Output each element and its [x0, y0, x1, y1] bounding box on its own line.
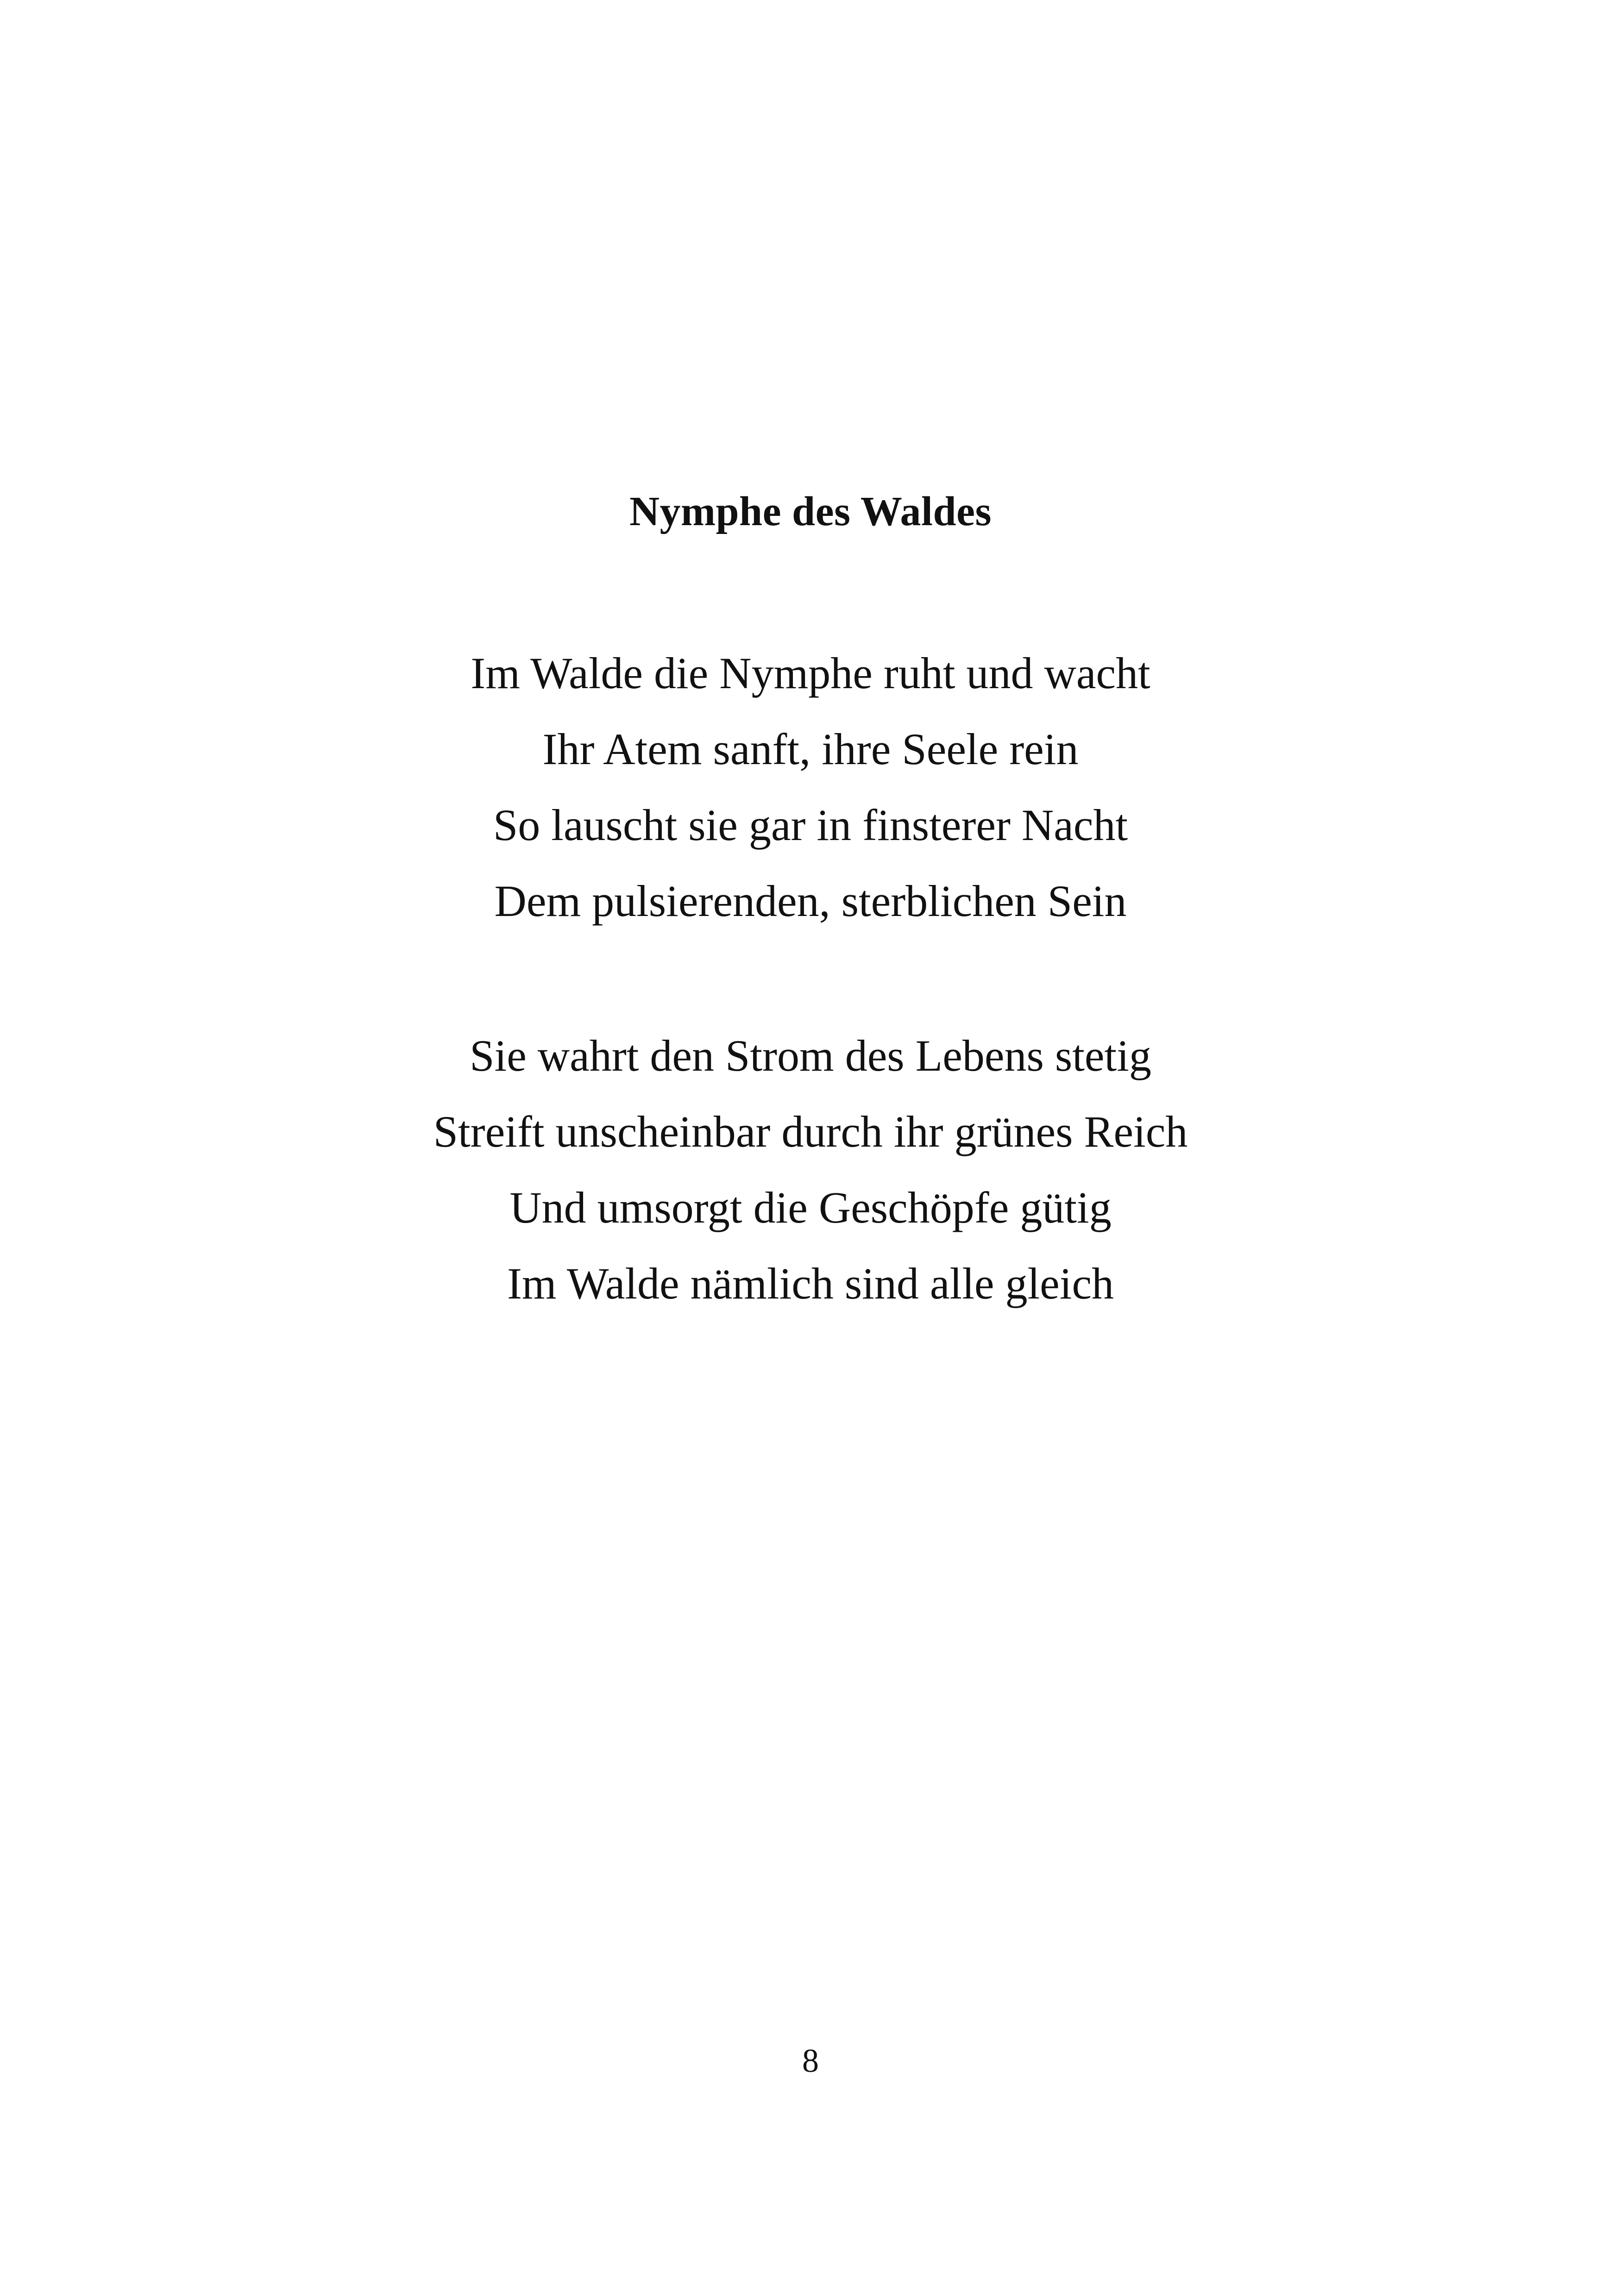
stanza-2	[0, 1018, 1621, 1322]
page-number: 8	[802, 2042, 819, 2079]
verse-line: Sie wahrt den Strom des Lebens stetig	[470, 1031, 1151, 1080]
stanza-1	[0, 635, 1621, 939]
verse-line: Dem pulsierenden, sterblichen Sein	[494, 876, 1127, 926]
verse-line: So lauscht sie gar in finsterer Nacht	[493, 800, 1128, 850]
verse-line: Streift unscheinbar durch ihr grünes Reich	[433, 1107, 1188, 1156]
verse-line: Ihr Atem sanft, ihre Seele rein	[542, 724, 1079, 774]
poem-title: Nymphe des Waldes	[629, 489, 992, 534]
verse-line: Im Walde die Nymphe ruht und wacht	[471, 648, 1150, 698]
verse-line: Und umsorgt die Geschöpfe gütig	[509, 1183, 1112, 1232]
verse-line: Im Walde nämlich sind alle gleich	[507, 1259, 1114, 1308]
